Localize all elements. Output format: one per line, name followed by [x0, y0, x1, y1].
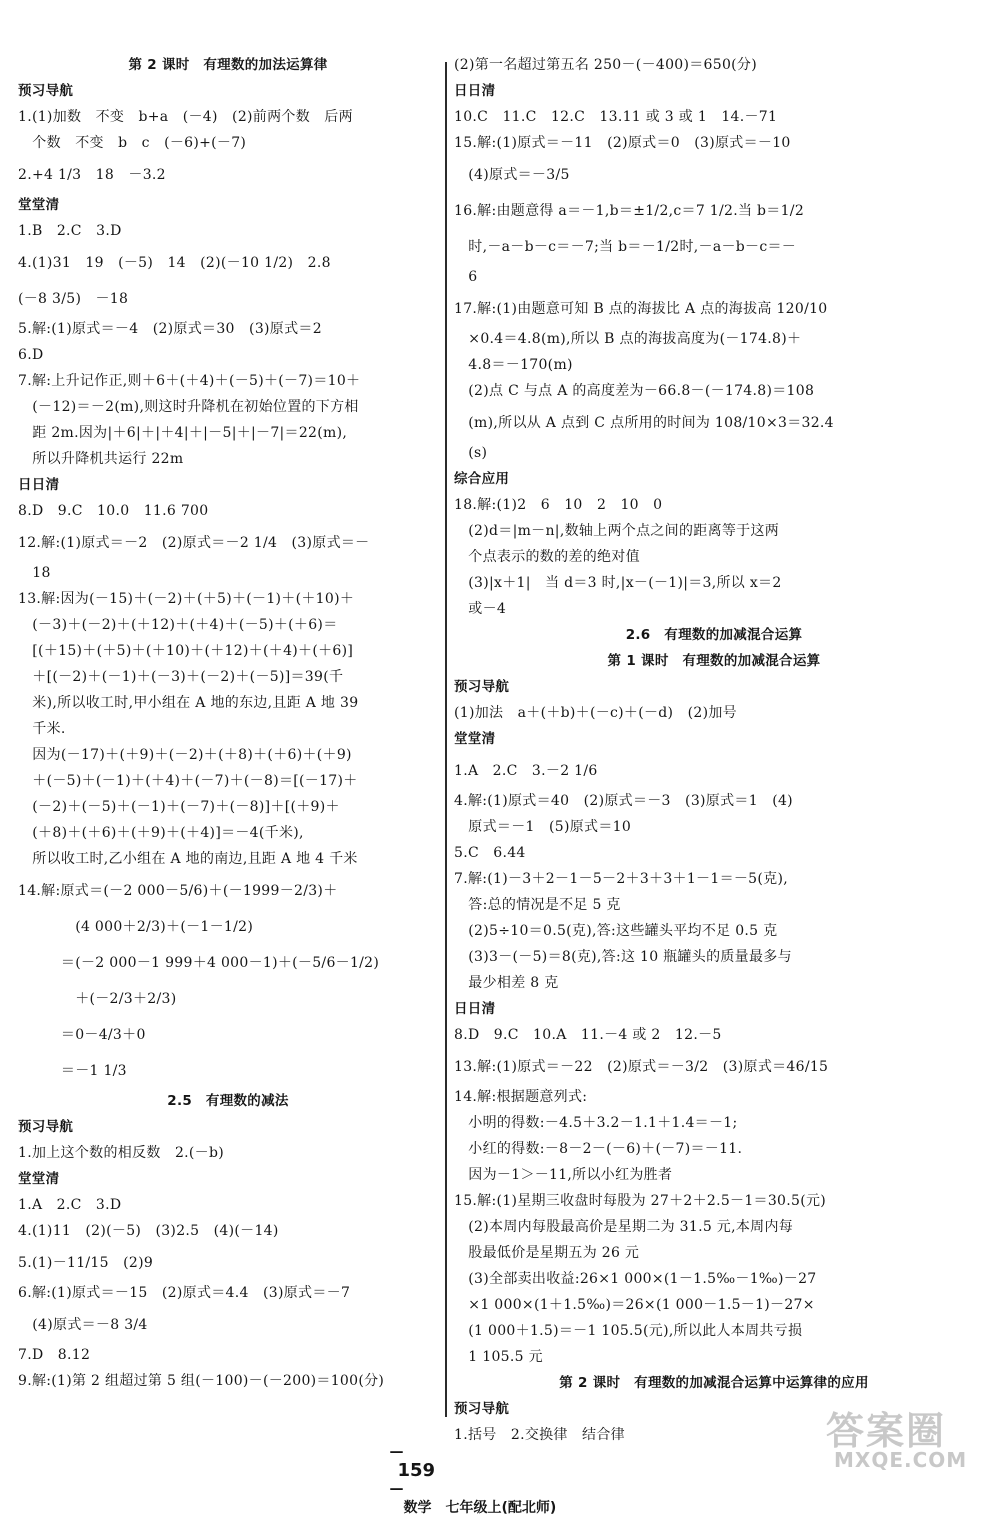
section-heading: 堂堂清: [18, 1171, 60, 1187]
answer-line: 或－4: [454, 601, 507, 617]
section-heading: 日日清: [454, 1001, 496, 1017]
answer-line: 7.D 8.12: [18, 1347, 91, 1363]
answer-line: 最少相差 8 克: [454, 975, 559, 991]
answer-line: 米),所以收工时,甲小组在 A 地的东边,且距 A 地 39: [18, 695, 359, 711]
answer-line: 所以升降机共运行 22m: [18, 451, 184, 467]
section-heading: 堂堂清: [454, 731, 496, 747]
answer-line: 1.加上这个数的相反数 2.(－b): [18, 1145, 224, 1161]
answer-line: (－2)＋(－5)＋(－1)＋(－7)＋(－8)]＋[(＋9)＋: [18, 799, 340, 815]
answer-line: 因为(－17)＋(＋9)＋(－2)＋(＋8)＋(＋6)＋(＋9): [18, 747, 352, 763]
answer-line: 1.B 2.C 3.D: [18, 223, 122, 239]
footer-dash-left: —: [389, 1444, 404, 1460]
answer-line: (＋8)＋(＋6)＋(＋9)＋(＋4)]＝－4(千米),: [18, 825, 304, 841]
answer-line: ＋[(－2)＋(－1)＋(－3)＋(－2)＋(－5)]＝39(千: [18, 669, 344, 685]
section-heading: 预习导航: [454, 679, 510, 695]
answer-line: 小明的得数:－4.5＋3.2－1.1＋1.4＝－1;: [454, 1115, 738, 1131]
answer-line: (2)d＝|m－n|,数轴上两个点之间的距离等于这两: [454, 523, 780, 539]
answer-line: (2)本周内每股最高价是星期二为 31.5 元,本周内每: [454, 1219, 794, 1235]
answer-line: ×1 000×(1＋1.5‰)＝26×(1 000－1.5－1)－27×: [454, 1297, 815, 1313]
section-heading: 日日清: [18, 477, 60, 493]
answer-line: 14.解:原式＝(－2 000－5/6)＋(－1999－2/3)＋: [18, 883, 338, 899]
answer-line: 14.解:根据题意列式:: [454, 1089, 588, 1105]
answer-line: (－8 3/5) －18: [18, 291, 129, 307]
answer-line: 13.解:因为(－15)＋(－2)＋(＋5)＋(－1)＋(＋10)＋: [18, 591, 355, 607]
answer-line: ＋(－2/3＋2/3): [18, 991, 177, 1007]
answer-line: 1.(1)加数 不变 b+a (－4) (2)前两个数 后两: [18, 109, 353, 125]
answer-line: 12.解:(1)原式＝－2 (2)原式＝－2 1/4 (3)原式＝－: [18, 535, 370, 551]
answer-line: 2.+4 1/3 18 －3.2: [18, 167, 166, 183]
answer-line: (4)原式＝－3/5: [454, 167, 570, 183]
section-heading: 综合应用: [454, 471, 510, 487]
answer-line: 距 2m.因为|＋6|＋|＋4|＋|－5|＋|－7|＝22(m),: [18, 425, 348, 441]
answer-line: 小红的得数:－8－2－(－6)＋(－7)＝－11.: [454, 1141, 743, 1157]
watermark-text: 答案圈: [826, 1409, 947, 1453]
answer-line: 6.D: [18, 347, 44, 363]
answer-line: 时,－a－b－c＝－7;当 b＝－1/2时,－a－b－c＝－: [454, 239, 797, 255]
section-heading: 第 2 课时 有理数的加减混合运算中运算律的应用: [559, 1375, 869, 1391]
answer-line: 6.解:(1)原式＝－15 (2)原式＝4.4 (3)原式＝－7: [18, 1285, 351, 1301]
column-divider: [445, 62, 447, 1417]
answer-line: 1.括号 2.交换律 结合律: [454, 1427, 625, 1443]
answer-line: 15.解:(1)原式＝－11 (2)原式＝0 (3)原式＝－10: [454, 135, 791, 151]
answer-line: 5.解:(1)原式＝－4 (2)原式＝30 (3)原式＝2: [18, 321, 322, 337]
right-column: [454, 56, 974, 1452]
answer-line: 7.解:上升记作正,则＋6＋(＋4)＋(－5)＋(－7)＝10＋: [18, 373, 361, 389]
section-heading: 2.5 有理数的减法: [167, 1093, 289, 1109]
answer-line: 因为－1＞－11,所以小红为胜者: [454, 1167, 673, 1183]
answer-line: (4 000＋2/3)＋(－1－1/2): [18, 919, 254, 935]
footer-dash-right: —: [389, 1481, 404, 1497]
answer-line: (3)全部卖出收益:26×1 000×(1－1.5‰－1‰)－27: [454, 1271, 817, 1287]
answer-line: 股最低价是星期五为 26 元: [454, 1245, 640, 1261]
section-heading: 预习导航: [18, 1119, 74, 1135]
answer-line: 答:总的情况是不足 5 克: [454, 897, 621, 913]
answer-line: 原式＝－1 (5)原式＝10: [454, 819, 632, 835]
watermark-url: MXQE.COM: [834, 1448, 968, 1472]
watermark-logo: [812, 1398, 982, 1478]
answer-line: 5.C 6.44: [454, 845, 526, 861]
section-heading: 日日清: [454, 83, 496, 99]
answer-line: 6: [454, 269, 478, 285]
answer-line: (2)5÷10＝0.5(克),答:这些罐头平均不足 0.5 克: [454, 923, 778, 939]
section-heading: 2.6 有理数的加减混合运算: [625, 627, 803, 643]
section-heading: 预习导航: [18, 83, 74, 99]
answer-line: (4)原式＝－8 3/4: [18, 1317, 148, 1333]
answer-line: 千米.: [18, 721, 66, 737]
answer-line: (2)第一名超过第五名 250－(－400)＝650(分): [454, 57, 757, 73]
answer-line: 1.A 2.C 3.D: [18, 1197, 122, 1213]
answer-line: (1 000＋1.5)＝－1 105.5(元),所以此人本周共亏损: [454, 1323, 803, 1339]
answer-line: 个点表示的数的差的绝对值: [454, 549, 640, 565]
page-footer: [370, 1428, 700, 1533]
answer-line: 4.8＝－170(m): [454, 357, 573, 373]
left-column: [18, 56, 438, 1398]
section-heading: 预习导航: [454, 1401, 510, 1417]
answer-line: 4.(1)31 19 (－5) 14 (2)(－10 1/2) 2.8: [18, 255, 331, 271]
answer-line: ＋(－5)＋(－1)＋(＋4)＋(－7)＋(－8)＝[(－17)＋: [18, 773, 358, 789]
answer-line: 5.(1)－11/15 (2)9: [18, 1255, 154, 1271]
section-heading: 堂堂清: [18, 197, 60, 213]
answer-line: 18: [18, 565, 51, 581]
answer-line: ＝－1 1/3: [18, 1063, 127, 1079]
section-heading: 第 1 课时 有理数的加减混合运算: [607, 653, 821, 669]
section-heading: 第 2 课时 有理数的加法运算律: [128, 57, 328, 73]
answer-line: 9.解:(1)第 2 组超过第 5 组(－100)－(－200)＝100(分): [18, 1373, 385, 1389]
answer-line: 4.(1)11 (2)(－5) (3)2.5 (4)(－14): [18, 1223, 279, 1239]
answer-line: 8.D 9.C 10.A 11.－4 或 2 12.－5: [454, 1027, 722, 1043]
answer-line: 17.解:(1)由题意可知 B 点的海拔比 A 点的海拔高 120/10: [454, 301, 828, 317]
answer-line: 18.解:(1)2 6 10 2 10 0: [454, 497, 663, 513]
answer-line: ＝0－4/3＋0: [18, 1027, 146, 1043]
answer-line: (2)点 C 与点 A 的高度差为－66.8－(－174.8)＝108: [454, 383, 815, 399]
answer-line: 1.A 2.C 3.－2 1/6: [454, 763, 598, 779]
answer-line: (1)加法 a＋(＋b)＋(－c)＋(－d) (2)加号: [454, 705, 737, 721]
answer-line: (－12)＝－2(m),则这时升降机在初始位置的下方相: [18, 399, 359, 415]
answer-line: ×0.4＝4.8(m),所以 B 点的海拔高度为(－174.8)＋: [454, 331, 802, 347]
answer-line: 4.解:(1)原式＝40 (2)原式＝－3 (3)原式＝1 (4): [454, 793, 793, 809]
answer-line: (s): [454, 445, 488, 461]
answer-line: ＝(－2 000－1 999＋4 000－1)＋(－5/6－1/2): [18, 955, 380, 971]
answer-line: (m),所以从 A 点到 C 点所用的时间为 108/10×3＝32.4: [454, 415, 834, 431]
answer-line: 8.D 9.C 10.0 11.6 700: [18, 503, 209, 519]
answer-line: 所以收工时,乙小组在 A 地的南边,且距 A 地 4 千米: [18, 851, 358, 867]
answer-line: 10.C 11.C 12.C 13.11 或 3 或 1 14.－71: [454, 109, 778, 125]
answer-line: 7.解:(1)－3＋2－1－5－2＋3＋3＋1－1＝－5(克),: [454, 871, 788, 887]
answer-line: 1 105.5 元: [454, 1349, 543, 1365]
footer-subject: 数学 七年级上(配北师): [403, 1500, 557, 1516]
answer-line: 16.解:由题意得 a＝－1,b＝±1/2,c＝7 1/2.当 b＝1/2: [454, 203, 805, 219]
answer-line: 13.解:(1)原式＝－22 (2)原式＝－3/2 (3)原式＝46/15: [454, 1059, 829, 1075]
answer-line: 15.解:(1)星期三收盘时每股为 27＋2＋2.5－1＝30.5(元): [454, 1193, 827, 1209]
answer-line: (3)|x＋1| 当 d＝3 时,|x－(－1)|＝3,所以 x＝2: [454, 575, 782, 591]
answer-line: (－3)＋(－2)＋(＋12)＋(＋4)＋(－5)＋(＋6)＝: [18, 617, 338, 633]
page-number: 159: [397, 1460, 436, 1481]
answer-line: (3)3－(－5)＝8(克),答:这 10 瓶罐头的质量最多与: [454, 949, 792, 965]
answer-line: [(＋15)＋(＋5)＋(＋10)＋(＋12)＋(＋4)＋(＋6)]: [18, 643, 354, 659]
answer-line: 个数 不变 b c (－6)+(－7): [18, 135, 247, 151]
